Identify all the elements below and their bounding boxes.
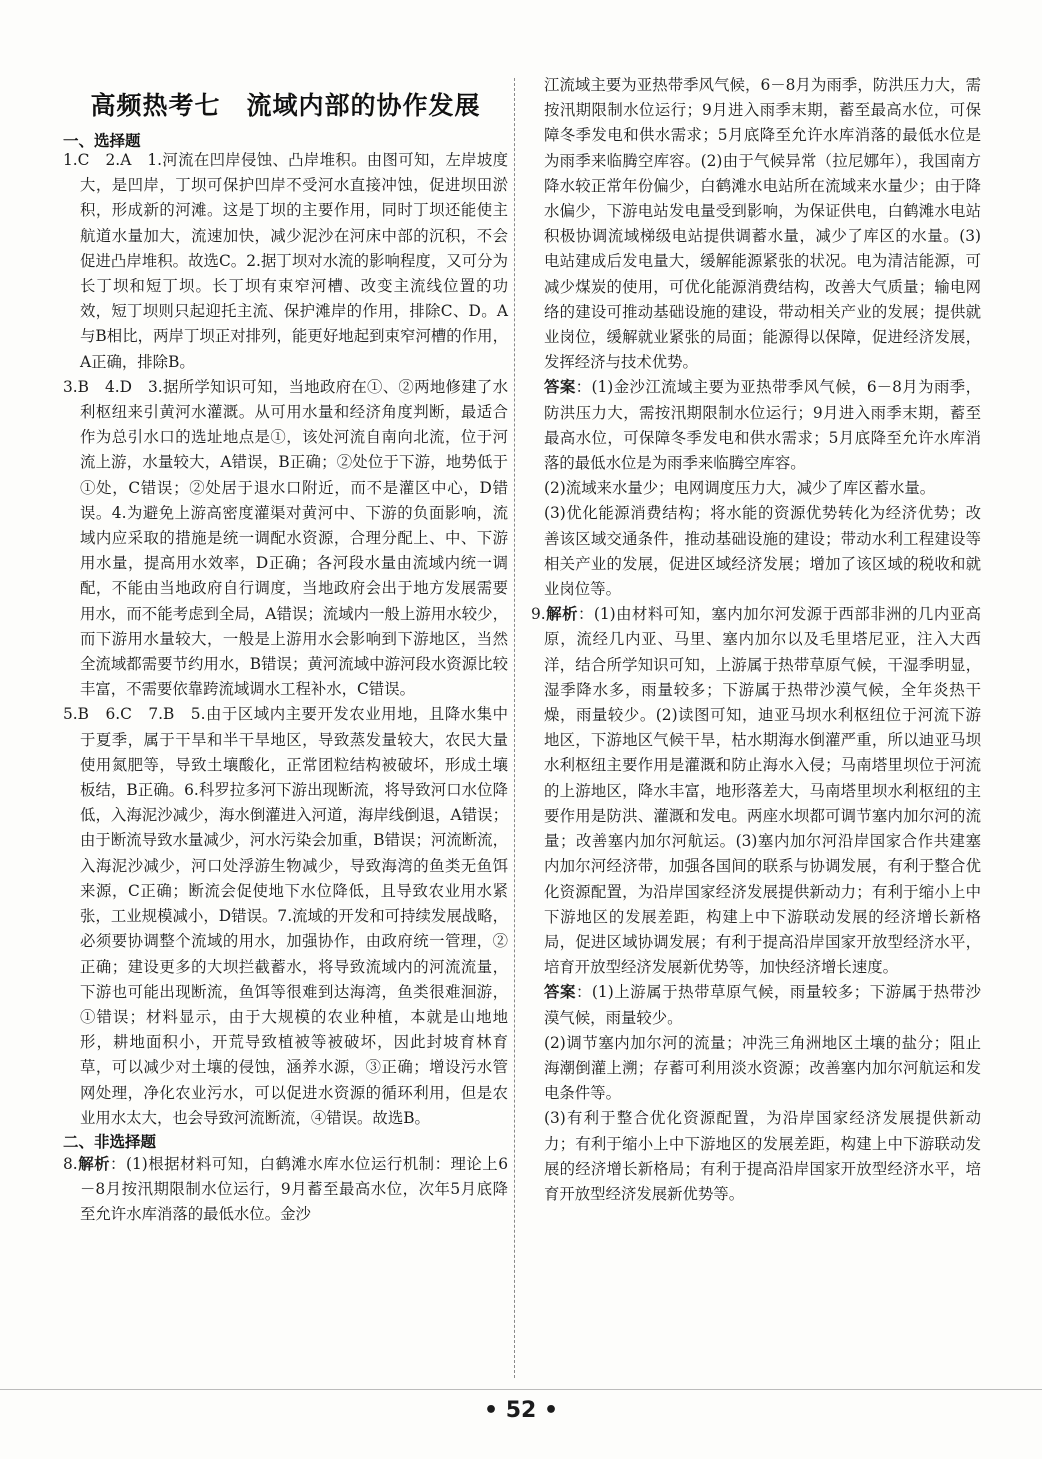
answer-q9-analysis [531,602,981,980]
q9-analysis-text: ：(1)由材料可知，塞内加尔河发源于西部非洲的几内亚高原，流经几内亚、马里、塞内加尔以及毛里塔尼亚，注入大西洋，结合所学知识可知，上游属于热带草原气候，干湿季明显，湿季降水多，雨量较多；下游属于热带沙漠气候，全年炎热干燥，雨量较少。(2)读图可知，迪亚马坝水利枢纽位于河流下游地区，下游地区气候干旱，枯水期海水倒灌严重，所以迪亚马坝水利枢纽主要作用是灌溉和防止海水入侵；马南塔里坝位于河流的上游地区，降水丰富，地形落差大，马南塔里坝水利枢纽的主要作用是防洪、灌溉和发电。两座水坝都可调节塞内加尔河的流量；改善塞内加尔河航运。(3)塞内加尔河沿岸国家合作共建塞内加尔河经济带，加强各国间的联系与协调发展，有利于整合优化资源配置，为沿岸国家经济发展提供新动力；有利于缩小上中下游地区的发展差距，构建上中下游联动发展的经济增长新格局，促进区域协调发展；有利于提高沿岸国家开放型经济水平，培育开放型经济发展新优势等，加快经济增长速度。 [544,605,981,977]
q8-answer-part2: (2)流域来水量少；电网调度压力大，减少了库区蓄水量。 [544,479,936,498]
q9-answer-part3: (3)有利于整合优化资源配置，为沿岸国家经济发展提供新动力；有利于缩小上中下游地区的发展差距，构建上中下游联动发展的经济增长新格局；有利于提高沿岸国家开放型经济水平，培育开放型经济发展新优势等。 [544,1109,981,1203]
q8-answer-part3: (3)优化能源消费结构；将水能的资源优势转化为经济优势；改善该区域交通条件，推动基础设施的建设；带动水利工程建设等相关产业的发展，促进区域经济发展；增加了该区域的税收和就业岗位等。 [544,504,981,599]
q8-number: 8. [63,1154,78,1173]
footer-rule [0,1389,1042,1390]
q8-answer-label: 答案 [544,378,576,397]
answer-q1-2: 1.C 2.A 1.河流在凹岸侵蚀、凸岸堆积。由图可知，左岸坡度大，是凹岸，丁坝可保护凹岸不受河水直接冲蚀，促进坝田淤积，形成新的河滩。这是丁坝的主要作用，同时丁坝还能使主航道水量加大，流速加快，减少泥沙在河床中部的沉积，不会促进凸岸堆积。故选C。2.据丁坝对水流的影响程度，又可分为长丁坝和短丁坝。长丁坝有束窄河槽、改变主流线位置的功效，短丁坝则只起迎托主流、保护滩岸的作用，排除C、D。A与B相比，两岸丁坝正对排列，能更好地起到束窄河槽的作用，A正确，排除B。 [63,151,508,371]
q9-answer-label: 答案 [544,983,576,1002]
q9-answer [531,980,981,1030]
q9-analysis-label: 解析 [545,605,578,624]
column-divider [514,78,515,1378]
q9-number: 9. [531,605,546,624]
q8-analysis-text: ：(1)根据材料可知，白鹤滩水库水位运行机制：理论上6－8月按汛期限制水位运行，9月蓄至最高水位，次年5月底降至允许水库消落的最低水位。金沙 [80,1154,508,1224]
q9-answer-part1: ：(1)上游属于热带草原气候，雨量较多；下游属于热带沙漠气候，雨量较少。 [544,983,981,1027]
section-heading-choice: 一、选择题 [63,132,141,150]
page-title: 高频热考七 流域内部的协作发展 [90,91,481,120]
q8-answer [531,375,981,476]
page-number: • 52 • [483,1398,559,1423]
q8-answer-part1: ：(1)金沙江流域主要为亚热带季风气候，6－8月为雨季，防洪压力大，需按汛期限制水位运行；9月进入雨季末期，蓄至最高水位，可保障冬季发电和供水需求；5月底降至允许水库消落的最低水位是为雨季来临腾空库容。 [544,378,981,473]
answer-q5-7: 5.B 6.C 7.B 5.由于区域内主要开发农业用地，且降水集中于夏季，属于干旱和半干旱地区，导致蒸发量较大，农民大量使用氮肥等，导致土壤酸化，正常团粒结构被破坏，形成土壤板结，B正确。6.科罗拉多河下游出现断流，将导致河口水位降低，入海泥沙减少，海水倒灌进入河道，海岸线倒退，A错误；由于断流导致水量减少，河水污染会加重，B错误；河流断流，入海泥沙减少，河口处浮游生物减少，导致海湾的鱼类无鱼饵来源，C正确；断流会促使地下水位降低，且导致农业用水紧张，工业规模减小，D错误。7.流域的开发和可持续发展战略，必须要协调整个流域的用水，加强协作，由政府统一管理，②正确；建设更多的大坝拦截蓄水，将导致流域内的河流流量，下游也可能出现断流，鱼饵等很难到达海湾，鱼类很难洄游，①错误；材料显示，由于大规模的农业种植，本就是山地地形，耕地面积小，开荒导致植被等被破坏，因此封坡育林育草，可以减少对土壤的侵蚀，涵养水源，③正确；增设污水管网处理，净化农业污水，可以促进水资源的循环利用，但是农业用水太大，也会导致河流断流，④错误。故选B。 [63,705,508,1127]
section-heading-nonchoice: 二、非选择题 [63,1132,157,1151]
answer-q8-analysis [63,1152,508,1228]
q8-analysis-continued: 江流域主要为亚热带季风气候，6－8月为雨季，防洪压力大，需按汛期限制水位运行；9月进入雨季末期，蓄至最高水位，可保障冬季发电和供水需求；5月底降至允许水库消落的最低水位是为雨季来临腾空库容。(2)由于气候异常（拉尼娜年），我国南方降水较正常年份偏少，白鹤滩水电站所在流域来水量少；由于降水偏少，下游电站发电量受到影响，为保证供电，白鹤滩水电站积极协调流域梯级电站提供调蓄水量，减少了库区的水量。(3)电站建成后发电量大，缓解能源紧张的状况。电为清洁能源，可减少煤炭的使用，可优化能源消费结构，改善大气质量；输电网络的建设可推动基础设施的建设，带动相关产业的发展；提供就业岗位，缓解就业紧张的局面；能源得以保障，促进经济发展，发挥经济与技术优势。 [544,76,981,372]
q9-answer-part2: (2)调节塞内加尔河的流量；冲洗三角洲地区土壤的盐分；阻止海潮倒灌上溯；存蓄可利用淡水资源；改善塞内加尔河航运和发电条件等。 [544,1033,981,1103]
q8-analysis-label: 解析 [77,1154,111,1173]
answer-q3-4: 3.B 4.D 3.据所学知识可知，当地政府在①、②两地修建了水利枢纽来引黄河水灌溉。从可用水量和经济角度判断，最适合作为总引水口的选址地点是①，该处河流自南向北流，位于河流上游，水量较大，A错误，B正确；②处位于下游，地势低于①处，C错误；②处居于退水口附近，而不是灌区中心，D错误。4.为避免上游高密度灌渠对黄河中、下游的负面影响，流域内应采取的措施是统一调配水资源，合理分配上、中、下游用水量，提高用水效率，D正确；各河段水量由流域内统一调配，不能由当地政府自行调度，当地政府会出于地方发展需要用水，而不能考虑到全局，A错误；流域内一般上游用水较少，而下游用水量较大，一般是上游用水会影响到下游地区，当然全流域都需要节约用水，B错误；黄河流域中游河段水资源比较丰富，不需要依靠跨流域调水工程补水，C错误。 [63,377,508,699]
